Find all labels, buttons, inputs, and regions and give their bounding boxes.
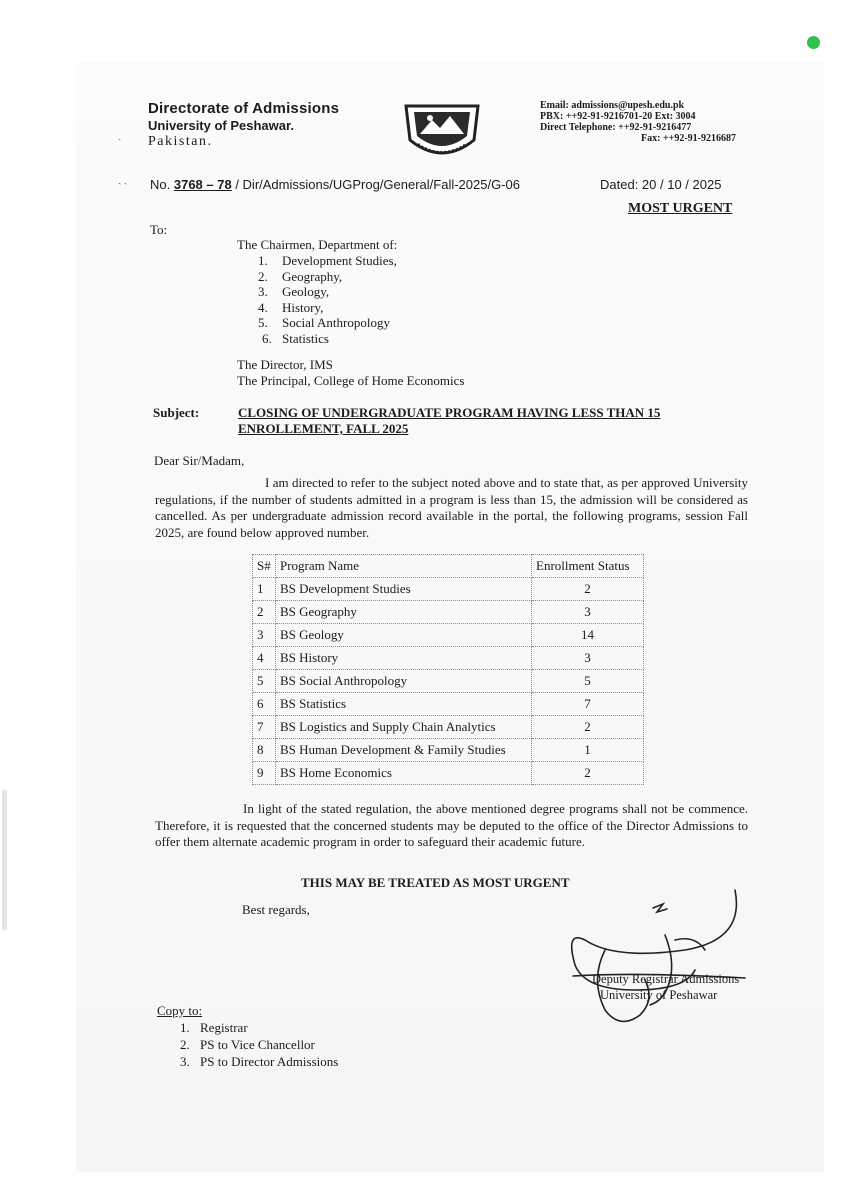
signatory-institution: University of Peshawar <box>600 988 718 1002</box>
signatory-title: Deputy Registrar Admissions <box>592 972 740 986</box>
to-label: To: <box>150 222 168 237</box>
list-item: 2. PS to Vice Chancellor <box>180 1037 315 1052</box>
contact-direct-phone: Direct Telephone: ++92-91-9216477 <box>540 122 692 133</box>
org-name: Directorate of Admissions <box>148 100 340 117</box>
column-header-sn: S# <box>253 555 276 578</box>
table-row: 5 BS Social Anthropology 5 <box>253 670 644 693</box>
contact-block <box>540 100 736 144</box>
list-item: 6. Statistics <box>262 330 329 346</box>
copy-to-list <box>180 1019 338 1070</box>
list-item: 3. Geology, <box>258 284 330 300</box>
salutation: Dear Sir/Madam, <box>154 453 245 468</box>
closing: Best regards, <box>242 902 310 917</box>
university-emblem-icon <box>400 100 484 166</box>
table-row: 2 BS Geography 3 <box>253 601 644 624</box>
reference-number: 3768 – 78 <box>173 177 232 192</box>
table-row: 3 BS Geology 14 <box>253 624 644 647</box>
reference-prefix: No. <box>150 177 171 192</box>
table-row: 7 BS Logistics and Supply Chain Analytics 2 <box>253 716 644 739</box>
table-row: 9 BS Home Economics 2 <box>253 762 644 785</box>
recipient-principal: The Principal, College of Home Economics <box>237 373 465 388</box>
urgency-notice: THIS MAY BE TREATED AS MOST URGENT <box>301 875 570 890</box>
copy-to-label: Copy to: <box>157 1003 203 1018</box>
recipient-director: The Director, IMS <box>237 357 333 372</box>
recipient-intro: The Chairmen, Department of: <box>237 237 398 252</box>
list-item: 5. Social Anthropology <box>258 315 390 331</box>
country-name: Pakistan. <box>148 134 213 149</box>
margin-marks: ˎ ˎ ˎ <box>118 130 128 185</box>
column-header-status: Enrollment Status <box>532 555 644 578</box>
university-name: University of Peshawar. <box>148 118 294 133</box>
subject-label: Subject: <box>153 405 200 420</box>
department-list <box>258 253 397 347</box>
scrollbar[interactable] <box>2 790 7 930</box>
table-row: 1 BS Development Studies 2 <box>253 578 644 601</box>
list-item: 3. PS to Director Admissions <box>180 1054 339 1069</box>
subject-line-2: ENROLLEMENT, FALL 2025 <box>238 421 409 436</box>
handwritten-signature <box>545 880 765 1040</box>
column-header-program: Program Name <box>276 555 532 578</box>
table-row: 8 BS Human Development & Family Studies 1 <box>253 739 644 762</box>
enrollment-table <box>252 554 644 785</box>
reference-line <box>150 177 520 192</box>
table-row: 6 BS Statistics 7 <box>253 693 644 716</box>
contact-email: Email: admissions@upesh.edu.pk <box>540 100 685 111</box>
table-row: 4 BS History 3 <box>253 647 644 670</box>
list-item: 1. Development Studies, <box>258 253 397 268</box>
list-item: 2. Geography, <box>258 268 343 284</box>
table-header-row <box>253 555 644 578</box>
subject-line-1: CLOSING OF UNDERGRADUATE PROGRAM HAVING LESS THAN 15 <box>238 405 661 420</box>
reference-path: / Dir/Admissions/UGProg/General/Fall-2025/G-06 <box>231 177 520 192</box>
contact-fax: Fax: ++92-91-9216687 <box>641 133 736 144</box>
paragraph-2: In light of the stated regulation, the above mentioned degree programs shall not be commence. Therefore, it is requested that the concerned students may be deputed to the office of the Director Admissions to offer them alternate academic program in order to safeguard their academic future. <box>155 801 748 849</box>
list-item: 1. Registrar <box>180 1020 248 1035</box>
date: Dated: 20 / 10 / 2025 <box>600 177 722 192</box>
paragraph-1: I am directed to refer to the subject noted above and to state that, as per approved University regulations, if the number of students admitted in a program is less than 15, the admission will be considered as cancelled. As per undergraduate admission record available in the portal, the following programs, session Fall 2025, are found below approved number. <box>155 475 748 540</box>
subject-text <box>238 405 718 437</box>
contact-pbx: PBX: ++92-91-9216701-20 Ext: 3004 <box>540 111 696 122</box>
list-item: 4. History, <box>258 299 324 315</box>
urgency-heading: MOST URGENT <box>628 201 733 216</box>
status-dot-icon <box>807 36 820 49</box>
